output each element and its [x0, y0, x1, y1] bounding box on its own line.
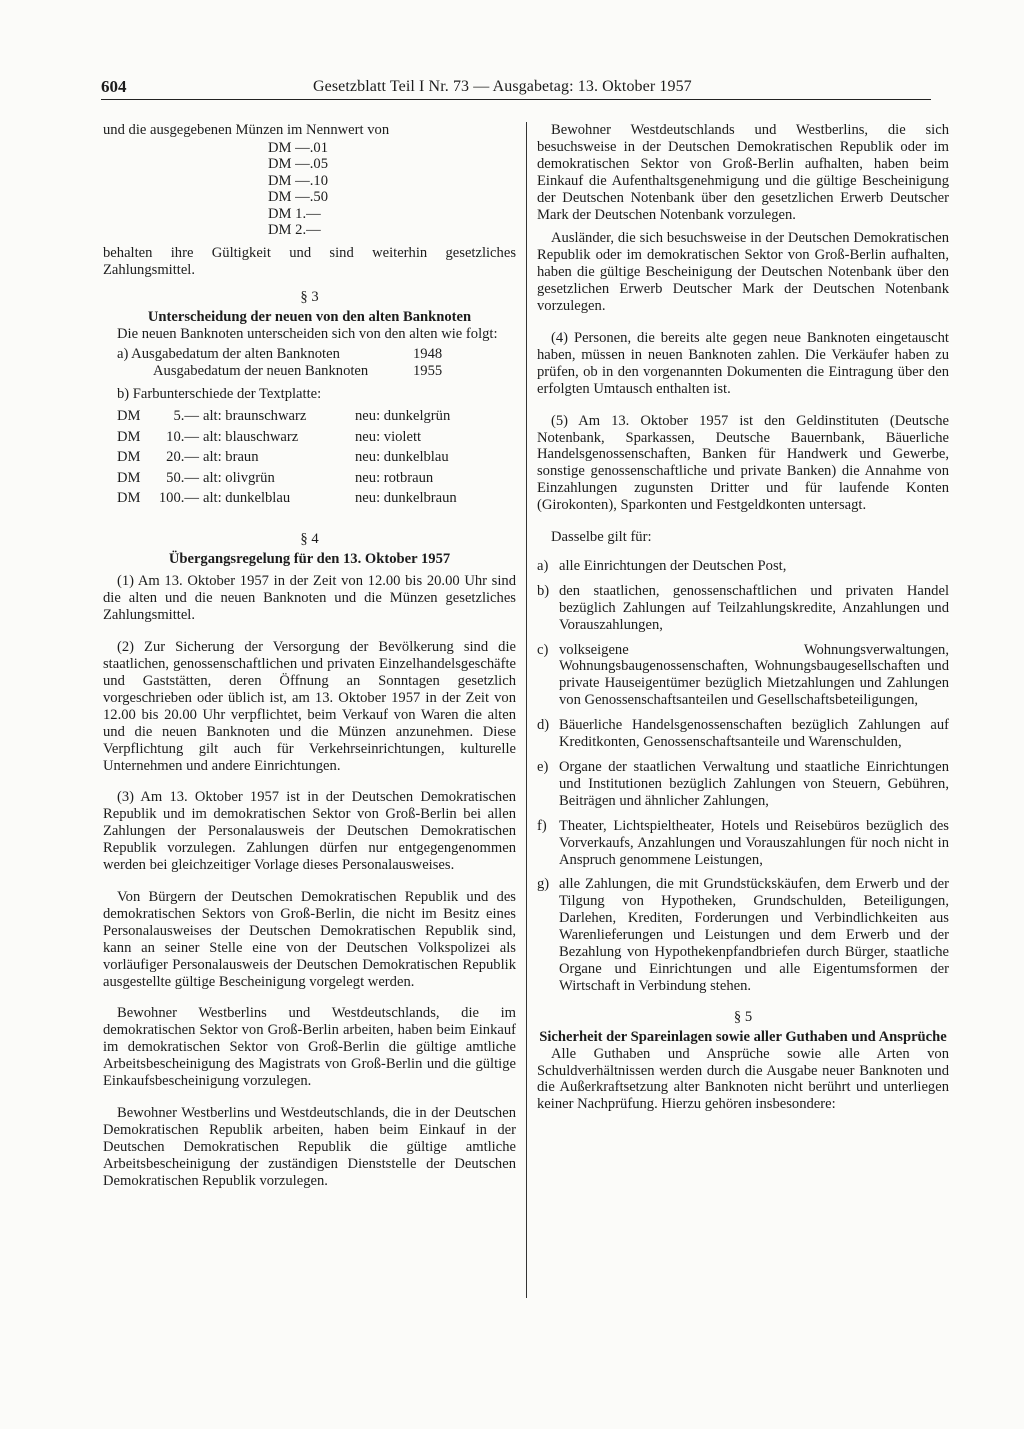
page-number: 604: [101, 77, 127, 96]
section-4-number: § 4: [300, 530, 319, 547]
section-5-number: § 5: [733, 1008, 753, 1025]
list-item: e) Organe der staatlichen Verwaltung und staatliche Einrichtungen und Institutionen bezüglich Zahlungen von Steuern, Gebühren, Beiträgen und ähnlicher Zahlungen,: [537, 759, 949, 809]
coin-item: DM —.01: [268, 139, 328, 156]
section-4-para-5: Bewohner Westberlins und Westdeutschlands, die im demokratischen Sektor von Groß-Berlin arbeiten, haben beim Einkauf im demokratischen Sektor von Groß-Berlin die gültige amtliche Arbeitsbescheinigung des Magistrats von Groß-Berlin und die gültige Einkaufsbescheinigung vorzulegen.: [103, 1005, 516, 1090]
coin-list: [268, 140, 516, 239]
header-title: Gesetzblatt Teil I Nr. 73 — Ausgabetag: 13. Oktober 1957: [313, 78, 692, 95]
right-para-2: Ausländer, die sich besuchsweise in der Deutschen Demokratischen Republik oder im demokratischen Sektor von Groß-Berlin aufhalten, haben die gültige Bescheinigung der Deutschen Notenbank über den gesetzlichen Erwerb Deutscher Mark der Deutschen Notenbank vorzulegen.: [537, 230, 949, 315]
section-3-title: Unterscheidung der neuen von den alten Banknoten: [147, 308, 472, 325]
section-5-para-1: Alle Guthaben und Ansprüche sowie alle Arten von Schuldverhältnissen werden durch die Ausgabe neuer Banknoten und die Außerkraftsetzung alter Banknoten nicht berührt und unterliegen keiner Nachprüfung. Hierzu gehören insbesondere:: [537, 1045, 949, 1113]
coin-item: DM —.05: [268, 156, 328, 173]
section-4-para-1: (1) Am 13. Oktober 1957 in der Zeit von 12.00 bis 20.00 Uhr sind die alten und die neuen Banknoten und die Münzen gesetzliches Zahlungsmittel.: [103, 573, 516, 624]
list-item: f) Theater, Lichtspieltheater, Hotels und Reisebüros bezüglich des Vorverkaufs, Anzahlungen und Vorauszahlungen für noch nicht in Anspruch genommene Leistungen,: [537, 817, 949, 868]
section-4-para-6: Bewohner Westberlins und Westdeutschlands, die in der Deutschen Demokratischen Republik arbeiten, haben beim Einkauf in der Deutschen Demokratischen Republik die gültige amtliche Arbeitsbescheinigung der zuständigen Dienststelle der Deutschen Demokratischen Republik vorzulegen.: [103, 1104, 516, 1189]
section-4-para-3: (3) Am 13. Oktober 1957 ist in der Deutschen Demokratischen Republik und im demokratischen Sektor von Groß-Berlin bei allen Zahlungen der Personalausweis der Deutschen Demokratischen Republik vorzulegen. Zahlungen dürfen nur entgegengenommen werden bei gleichzeitiger Vorlage dieses Personalausweises.: [103, 789, 516, 874]
right-para-5: Dasselbe gilt für:: [551, 529, 652, 546]
coins-validity: behalten ihre Gültigkeit und sind weiterhin gesetzliches Zahlungsmittel.: [103, 244, 516, 278]
color-differences-heading: b) Farbunterschiede der Textplatte:: [117, 386, 322, 403]
coin-item: DM 2.—: [268, 222, 321, 239]
issue-date-new: Ausgabedatum der neuen Banknoten 1955: [153, 363, 443, 380]
right-column: [537, 122, 949, 1113]
column-divider: [526, 122, 527, 1298]
section-5-title: Sicherheit der Spareinlagen sowie aller Guthaben und Ansprüche: [539, 1028, 947, 1045]
section-3-intro: Die neuen Banknoten unterscheiden sich von den alten wie folgt:: [117, 325, 498, 342]
coin-item: DM —.50: [268, 189, 328, 206]
color-row: DM 50.— alt: olivgrün neu: rotbraun: [117, 469, 434, 486]
section-4-para-2: (2) Zur Sicherung der Versorgung der Bevölkerung sind die staatlichen, genossenschaftlichen und privaten Einzelhandelsgeschäfte und Gaststätten, deren Öffnung an Sonntagen gesetzlich vorgeschrieben oder üblich ist, am 13. Oktober 1957 in der Zeit von 12.00 bis 20.00 Uhr verpflichtet, beim Verkauf von Waren die alten und die neuen Banknoten und die Münzen anzunehmen. Diese Verpflichtung gilt auch für Verkehrseinrichtungen, kulturelle Unternehmen und andere Einrichtungen.: [103, 639, 516, 774]
color-row: DM 5.— alt: braunschwarz neu: dunkelgrün: [117, 408, 451, 425]
section-4-title: Übergangsregelung für den 13. Oktober 1957: [168, 550, 451, 567]
color-table: [103, 406, 516, 509]
right-para-1: Bewohner Westdeutschlands und Westberlins, die sich besuchsweise in der Deutschen Demokratischen Republik oder im demokratischen Sektor von Groß-Berlin aufhalten, haben beim Einkauf die Aufenthaltsgenehmigung und die gültige Bescheinigung der Deutschen Notenbank über den gesetzlichen Erwerb Deutscher Mark der Deutschen Notenbank vorzulegen.: [537, 122, 949, 223]
right-para-3: (4) Personen, die bereits alte gegen neue Banknoten eingetauscht haben, müssen in neuen Banknoten zahlen. Die Verkäufer haben zu prüfen, ob in den vorgenannten Dokumenten die Eintragung über den erfolgten Umtausch enthalten ist.: [537, 329, 949, 397]
page-header: [101, 77, 931, 100]
right-para-4: (5) Am 13. Oktober 1957 ist den Geldinstituten (Deutsche Notenbank, Sparkassen, Deutsche Bauernbank, Bäuerliche Handelsgenossenschaften, Banken für Handwerk und Gewerbe, sonstige genossenschaftliche und private Banken) die Annahme von Einzahlungen zugunsten Dritter und für laufende Konten (Girokonten), Sparkonten und Festgeldkonten untersagt.: [537, 412, 949, 514]
color-row: DM 20.— alt: braun neu: dunkelblau: [117, 449, 449, 466]
color-row: DM 100.— alt: dunkelblau neu: dunkelbraun: [117, 490, 457, 507]
list-item: c) volkseigene Wohnungsverwaltungen, Wohnungsbaugenossenschaften, Wohnungsbaugesellschaften und private Hauseigentümer bezüglich Mietzahlungen und Zahlungen von Genossenschaftsanteilen und Gesellschaftsbeteiligungen,: [537, 641, 949, 709]
list-item: a) alle Einrichtungen der Deutschen Post,: [537, 557, 787, 574]
list-item: g) alle Zahlungen, die mit Grundstückskäufen, dem Erwerb und der Tilgung von Hypotheken, Grundschulden, Beteiligungen, Darlehen, Krediten, Forderungen und Verbindlichkeiten aus Warenlieferungen und Leistungen und dem Erwerb und der Bezahlung von Hypothekenpfandbriefen durch Bürger, staatliche Organe und Einrichtungen und alle Eigentumsformen der Wirtschaft in Verbindung stehen.: [537, 876, 949, 994]
coins-intro: und die ausgegebenen Münzen im Nennwert von: [103, 122, 390, 138]
section-4-para-4: Von Bürgern der Deutschen Demokratischen Republik und des demokratischen Sektors von Groß-Berlin, die nicht im Besitz eines Personalausweises der Deutschen Demokratischen Republik sind, kann an seiner Stelle eine von der Deutschen Volkspolizei als vorläufiger Personalausweis der Deutschen Demokratischen Republik ausgestellte gültige Bescheinigung vorgelegt werden.: [103, 888, 516, 990]
issue-date-old: a) Ausgabedatum der alten Banknoten 1948: [117, 346, 443, 363]
left-column: [103, 122, 516, 1189]
list-item: b) den staatlichen, genossenschaftlichen und privaten Handel bezüglich Zahlungen auf Teilzahlungskredite, Anzahlungen und Vorauszahlungen,: [537, 582, 949, 633]
list-item: d) Bäuerliche Handelsgenossenschaften bezüglich Zahlungen auf Kreditkonten, Genossenschaftsanteile und Warenschulden,: [537, 717, 949, 751]
section-3-number: § 3: [300, 288, 319, 305]
coin-item: DM 1.—: [268, 205, 321, 222]
coin-item: DM —.10: [268, 172, 328, 189]
color-row: DM 10.— alt: blauschwarz neu: violett: [117, 428, 422, 445]
